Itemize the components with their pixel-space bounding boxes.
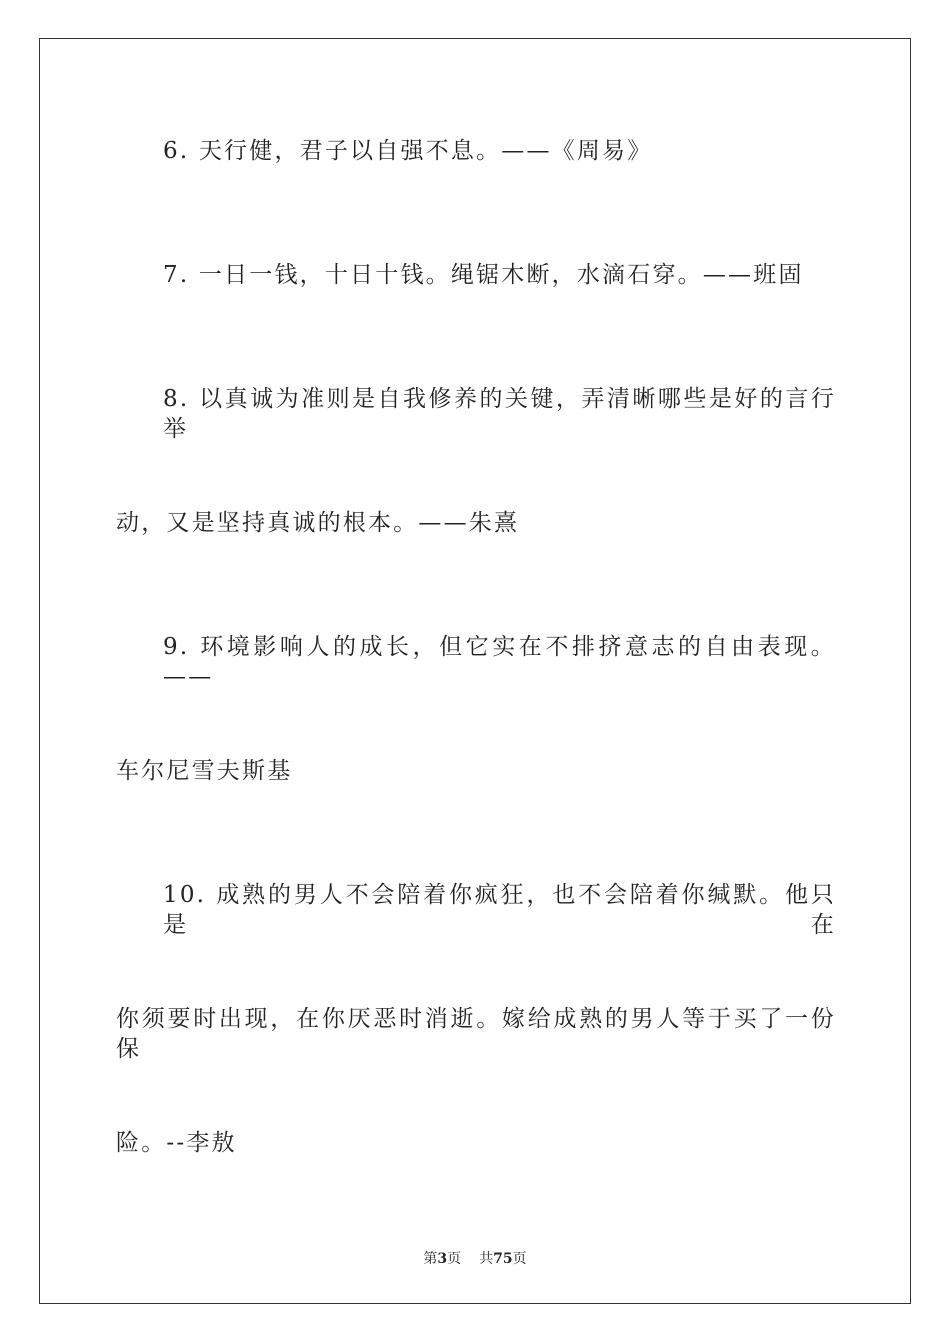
quote-10-line-3: 险。--李敖	[116, 1130, 237, 1156]
total-pages: 75	[493, 1251, 513, 1267]
quote-8-line-1: 8. 以真诚为准则是自我修养的关键，弄清晰哪些是好的言行举	[163, 386, 836, 442]
quote-9-line-1: 9. 环境影响人的成长，但它实在不排挤意志的自由表现。——	[163, 634, 836, 690]
page-footer	[0, 1248, 950, 1268]
quote-7: 7. 一日一钱，十日十钱。绳锯木断，水滴石穿。——班固	[163, 262, 804, 288]
quote-10-line-2: 你须要时出现，在你厌恶时消逝。嫁给成熟的男人等于买了一份保	[116, 1006, 836, 1062]
total-prefix: 共	[479, 1251, 494, 1267]
page-number: 3	[437, 1251, 448, 1267]
page-prefix: 第	[423, 1251, 438, 1267]
quote-8-line-2: 动，又是坚持真诚的根本。——朱熹	[116, 510, 520, 536]
page-suffix: 页	[447, 1251, 462, 1267]
quote-9-line-2: 车尔尼雪夫斯基	[116, 758, 293, 784]
total-suffix: 页	[512, 1251, 527, 1267]
quote-6: 6. 天行健，君子以自强不息。——《周易》	[163, 138, 653, 164]
quote-10-line-1: 10. 成熟的男人不会陪着你疯狂，也不会陪着你缄默。他只是在	[163, 882, 836, 938]
